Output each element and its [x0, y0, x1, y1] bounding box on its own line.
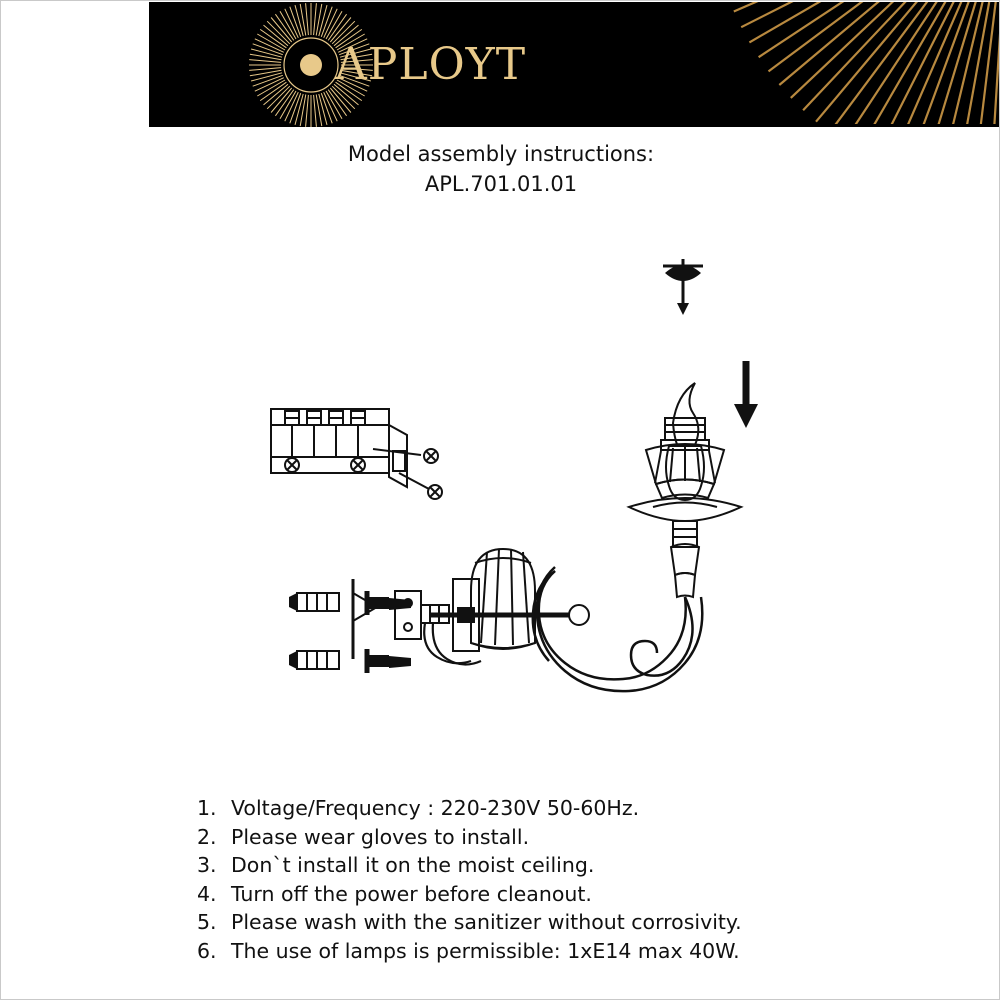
title-line-1: Model assembly instructions:	[347, 142, 655, 166]
wall-plug-icon-bottom	[289, 651, 339, 669]
title-line-2: APL.701.01.01	[424, 172, 578, 196]
wall-mount-dome	[471, 549, 535, 649]
list-item	[197, 825, 897, 851]
note-number: 4.	[197, 881, 217, 906]
screwdriver-icon	[663, 259, 703, 315]
note-text: Voltage/Frequency : 220-230V 50-60Hz.	[231, 796, 640, 820]
wall-plug-icon-top	[289, 593, 339, 611]
note-number: 1.	[197, 796, 217, 820]
note-number: 5.	[197, 910, 217, 934]
drip-plate	[629, 498, 741, 547]
note-text: Please wash with the sanitizer without corrosivity.	[231, 910, 742, 934]
list-item	[197, 796, 897, 822]
note-number: 6.	[197, 938, 217, 963]
note-number: 2.	[197, 824, 217, 849]
screw-icon-top	[367, 591, 411, 615]
list-item	[197, 939, 897, 965]
note-number: 3.	[197, 853, 217, 877]
terminal-block	[271, 409, 442, 499]
note-text: Don`t install it on the moist ceiling.	[231, 853, 595, 877]
screw-icon-bottom	[367, 649, 411, 673]
note-text: The use of lamps is permissible: 1xE14 max 40W.	[231, 938, 740, 963]
note-text: Turn off the power before cleanout.	[231, 881, 592, 906]
brand-banner	[149, 2, 999, 127]
wall-bracket	[395, 591, 421, 639]
list-item	[197, 910, 897, 936]
list-item	[197, 853, 897, 879]
fan-rays-decoration-icon	[709, 2, 999, 124]
down-arrow-icon	[734, 361, 758, 428]
lamp-stem	[671, 544, 699, 597]
assembly-diagram	[1, 211, 1000, 771]
note-text: Please wear gloves to install.	[231, 824, 530, 849]
list-item	[197, 882, 897, 908]
page-title	[1, 139, 1000, 199]
mounting-rod	[431, 605, 589, 625]
brand-wordmark: APLOYT	[335, 39, 527, 90]
instruction-notes-list	[197, 796, 897, 967]
candle-bulb-icon	[666, 383, 704, 500]
